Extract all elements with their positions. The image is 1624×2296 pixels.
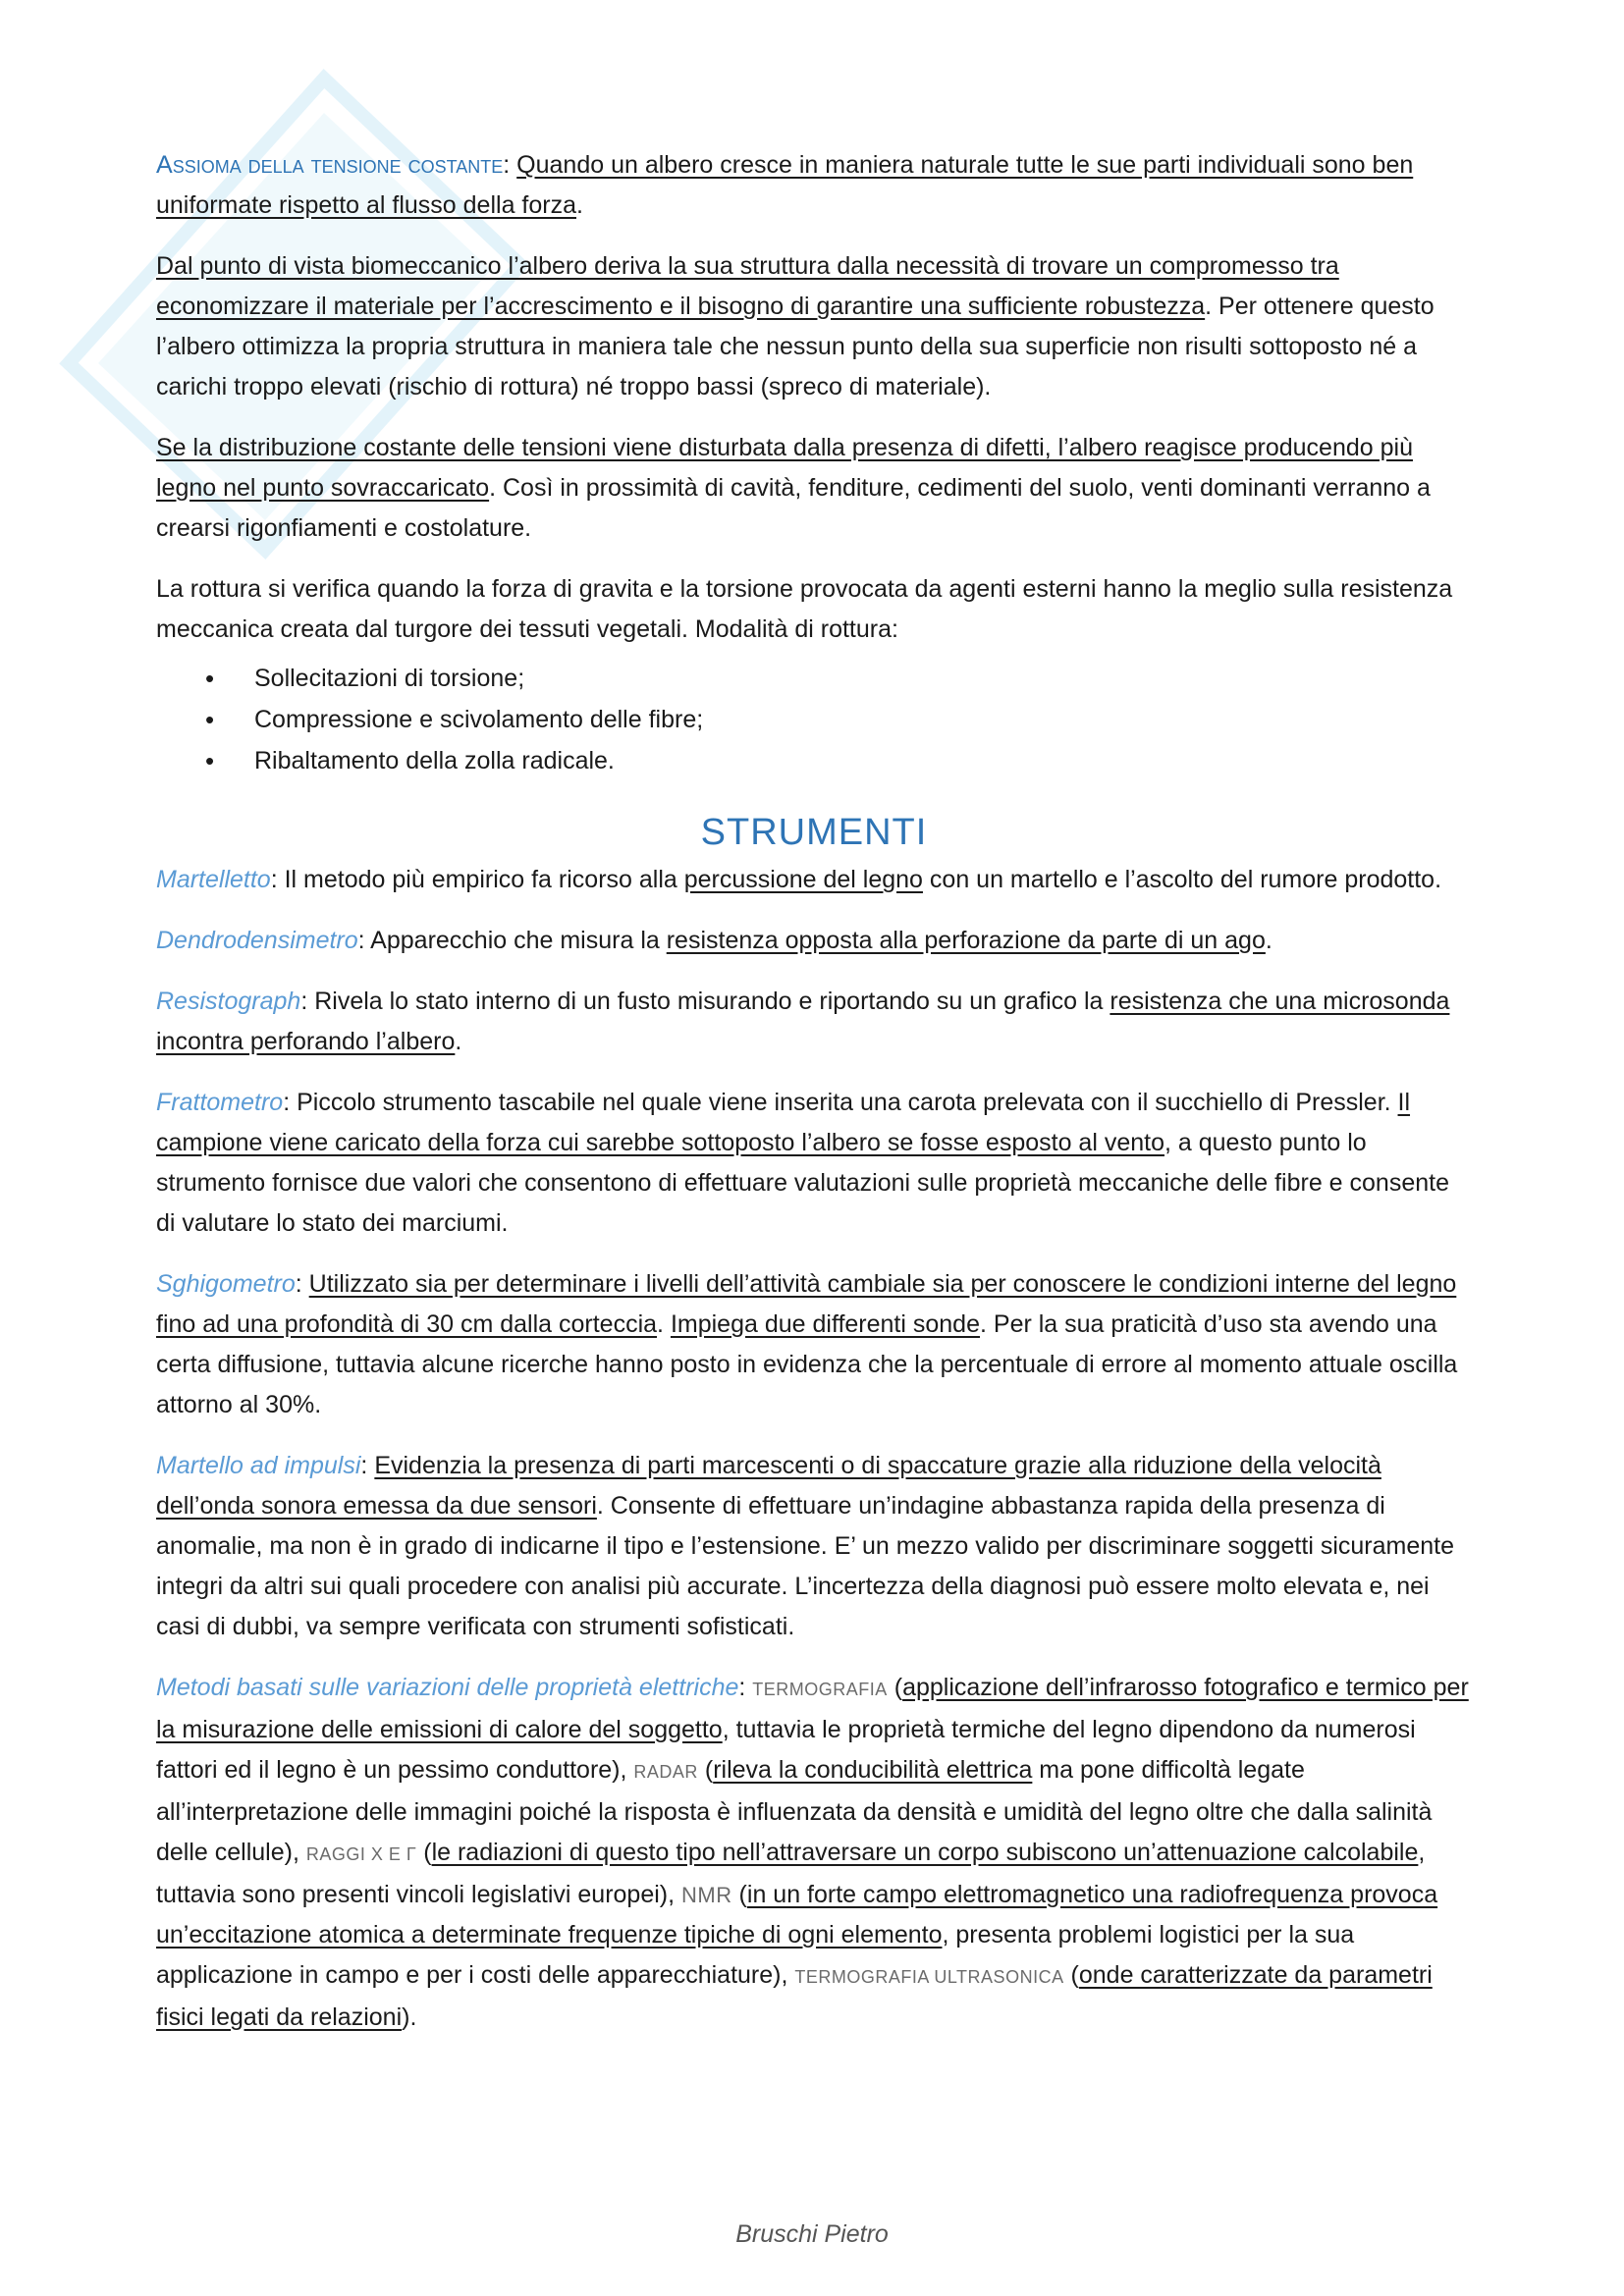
term-label: Resistograph bbox=[156, 988, 301, 1015]
text: ma pone difficoltà legate all’interpretazione delle immagini poiché la risposta è influenzata da densità e umidità del legno oltre che dalla salinità delle cellule), bbox=[156, 1756, 1433, 1866]
text: . bbox=[455, 1028, 462, 1055]
text: , tuttavia sono presenti vincoli legislativi europei), bbox=[156, 1839, 1426, 1908]
term-label: Martello ad impulsi bbox=[156, 1452, 361, 1479]
assioma-term-initial: A bbox=[156, 151, 173, 179]
text: , tuttavia le proprietà termiche del legno dipendono da numerosi fattori ed il legno è un pessimo conduttore), bbox=[156, 1716, 1416, 1784]
paragraph-resistograph bbox=[156, 982, 1472, 1062]
underlined-text: Impiega due differenti sonde bbox=[670, 1310, 980, 1338]
paragraph-rottura bbox=[156, 569, 1472, 650]
underlined-text: le radiazioni di questo tipo nell’attraversare un corpo subiscono un’attenuazione calcolabile bbox=[431, 1839, 1419, 1866]
underlined-text: Quando un albero cresce in maniera naturale tutte le sue parti individuali sono ben uniformate rispetto al flusso della forza bbox=[156, 151, 1414, 219]
section-heading: STRUMENTI bbox=[700, 812, 928, 853]
text: ( bbox=[416, 1839, 432, 1866]
method-caps-label: RAGGI X E Γ bbox=[305, 1844, 417, 1864]
underlined-text: rileva la conducibilità elettrica bbox=[713, 1756, 1033, 1784]
underlined-text: Evidenzia la presenza di parti marcescenti o di spaccature grazie alla riduzione della velocità dell’onda sonora emessa da due sensori bbox=[156, 1452, 1381, 1520]
paragraph-sghigometro bbox=[156, 1264, 1472, 1425]
text: : bbox=[295, 1270, 309, 1298]
underlined-text: Il campione viene caricato della forza cui sarebbe sottoposto l’albero se fosse esposto al vento bbox=[156, 1089, 1411, 1156]
list-item: • Sollecitazioni di torsione; bbox=[254, 658, 1472, 699]
text: La rottura si verifica quando la forza di gravita e la torsione provocata da agenti esterni hanno la meglio sulla resistenza meccanica creata dal turgore dei tessuti vegetali. Modalità di rottura: bbox=[156, 575, 1453, 643]
underlined-text: percussione del legno bbox=[683, 866, 923, 893]
underlined-text: resistenza opposta alla perforazione da parte di un ago bbox=[666, 927, 1266, 954]
text: . bbox=[1265, 927, 1272, 954]
paragraph-martello-impulsi bbox=[156, 1446, 1472, 1647]
page-footer-author: Bruschi Pietro bbox=[735, 2220, 889, 2248]
term-label: Metodi basati sulle variazioni delle proprietà elettriche bbox=[156, 1674, 739, 1701]
text: . Consente di effettuare un’indagine abbastanza rapida della presenza di anomalie, ma non è in grado di indicarne il tipo e l’estensione. E’ un mezzo valido per discriminare soggetti sicuramente integri da altri sui quali procedere con analisi più accurate. L’incertezza della diagnosi può essere molto elevata e, nei casi di dubbi, va sempre verificata con strumenti sofisticati. bbox=[156, 1492, 1454, 1640]
text: . bbox=[657, 1310, 671, 1338]
underlined-text: resistenza che una microsonda incontra perforando l’albero bbox=[156, 988, 1450, 1055]
text: ( bbox=[887, 1674, 903, 1701]
paragraph-dendrodensimetro bbox=[156, 921, 1472, 961]
text: . Per la sua praticità d’uso sta avendo una certa diffusione, tuttavia alcune ricerche hanno posto in evidenza che la percentuale di errore al momento attuale oscilla attorno al 30%. bbox=[156, 1310, 1458, 1418]
rottura-list bbox=[156, 658, 1472, 781]
text: : Piccolo strumento tascabile nel quale viene inserita una carota prelevata con il succhiello di Pressler. bbox=[283, 1089, 1398, 1116]
underlined-text: Se la distribuzione costante delle tensioni viene disturbata dalla presenza di difetti, l’albero reagisce producendo più legno nel punto sovraccaricato bbox=[156, 434, 1413, 502]
paragraph-biomeccanica bbox=[156, 246, 1472, 407]
paragraph-distribuzione bbox=[156, 428, 1472, 549]
text: : bbox=[738, 1674, 753, 1701]
list-item: • Ribaltamento della zolla radicale. bbox=[254, 740, 1472, 781]
colon: : bbox=[503, 151, 517, 179]
paragraph-frattometro bbox=[156, 1083, 1472, 1244]
method-caps-label: RADAR bbox=[633, 1762, 698, 1782]
text: . Per ottenere questo l’albero ottimizza la propria struttura in maniera tale che nessun punto della sua superficie non risulti sottoposto né a carichi troppo elevati (rischio di rottura) né troppo bassi (spreco di materiale). bbox=[156, 293, 1435, 400]
method-caps-label: NMR bbox=[681, 1883, 732, 1907]
text: con un martello e l’ascolto del rumore prodotto. bbox=[922, 866, 1442, 893]
underlined-text: Utilizzato sia per determinare i livelli dell’attività cambiale sia per conoscere le condizioni interne del legno fino ad una profondità di 30 cm dalla corteccia bbox=[156, 1270, 1457, 1338]
underlined-text: applicazione dell’infrarosso fotografico e termico per la misurazione delle emissioni di calore del soggetto bbox=[156, 1674, 1469, 1743]
text: . Così in prossimità di cavità, fenditure, cedimenti del suolo, venti dominanti verranno a crearsi rigonfiamenti e costolature. bbox=[156, 474, 1431, 542]
document-body bbox=[156, 145, 1472, 2058]
method-caps-label: TERMOGRAFIA bbox=[752, 1680, 888, 1699]
text: : Apparecchio che misura la bbox=[357, 927, 667, 954]
text: : Il metodo più empirico fa ricorso alla bbox=[270, 866, 684, 893]
text: ( bbox=[731, 1881, 747, 1908]
underlined-text: onde caratterizzate da parametri fisici legati da relazioni bbox=[156, 1961, 1433, 2031]
term-label: Frattometro bbox=[156, 1089, 284, 1116]
text: . bbox=[576, 191, 583, 219]
list-item: • Compressione e scivolamento delle fibre; bbox=[254, 699, 1472, 740]
text: ). bbox=[402, 2003, 417, 2031]
text: , presenta problemi logistici per la sua applicazione in campo e per i costi delle apparecchiature), bbox=[156, 1921, 1355, 1989]
assioma-term: ssioma della tensione costante bbox=[172, 151, 504, 179]
text: ( bbox=[697, 1756, 714, 1784]
paragraph-assioma bbox=[156, 145, 1472, 226]
underlined-text: Dal punto di vista biomeccanico l’albero deriva la sua struttura dalla necessità di trovare un compromesso tra economizzare il materiale per l’accrescimento e il bisogno di garantire una sufficiente robustezza bbox=[156, 252, 1339, 320]
paragraph-martelletto bbox=[156, 860, 1472, 900]
underlined-text: in un forte campo elettromagnetico una radiofrequenza provoca un’eccitazione atomica a determinate frequenze tipiche di ogni elemento bbox=[156, 1881, 1438, 1949]
text: , a questo punto lo strumento fornisce due valori che consentono di effettuare valutazioni sulle proprietà meccaniche delle fibre e consente di valutare lo stato dei marciumi. bbox=[156, 1129, 1449, 1237]
text: : bbox=[360, 1452, 375, 1479]
text: : Rivela lo stato interno di un fusto misurando e riportando su un grafico la bbox=[300, 988, 1110, 1015]
term-label: Dendrodensimetro bbox=[156, 927, 358, 954]
term-label: Martelletto bbox=[156, 866, 271, 893]
text: ( bbox=[1063, 1961, 1079, 1989]
term-label: Sghigometro bbox=[156, 1270, 296, 1298]
paragraph-metodi-elettrici bbox=[156, 1668, 1472, 2038]
method-caps-label: TERMOGRAFIA ULTRASONICA bbox=[794, 1967, 1064, 1987]
